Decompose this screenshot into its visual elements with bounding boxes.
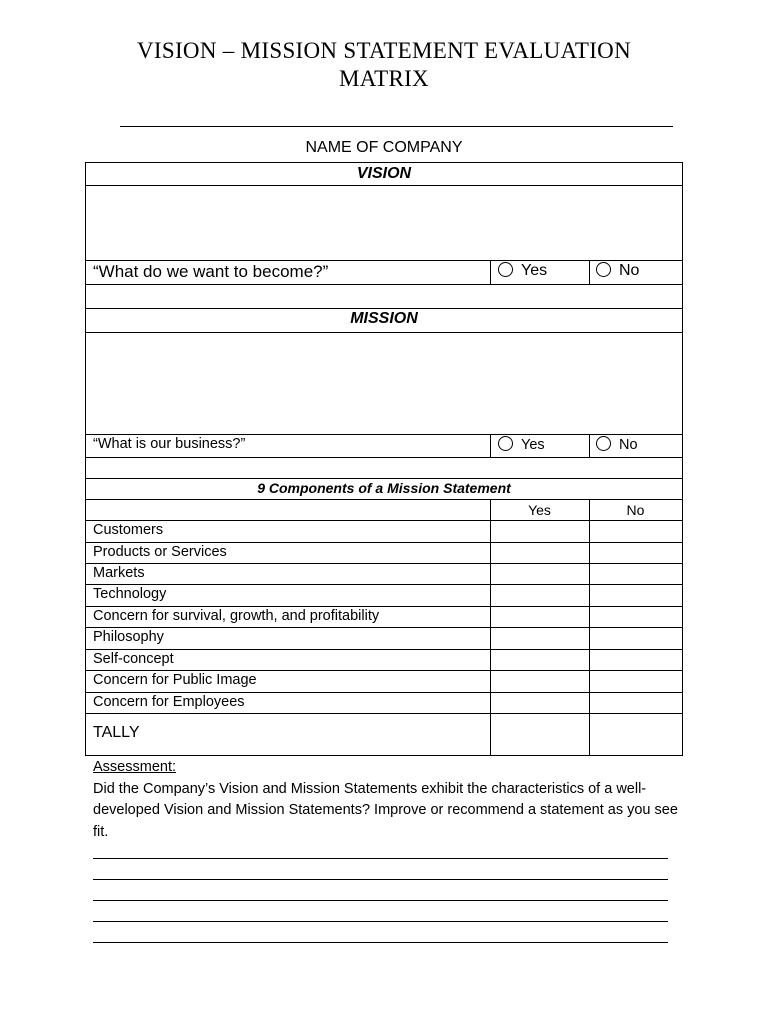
vision-statement-box[interactable] [86,186,682,260]
evaluation-matrix [85,162,683,756]
vision-yes-option[interactable] [498,262,547,280]
component-survival-growth-profitability: Concern for survival, growth, and profitability [93,608,380,624]
assessment-heading: Assessment: [93,759,176,775]
vision-heading: VISION [356,165,412,182]
vision-no-option[interactable] [596,262,639,280]
answer-line-1[interactable] [93,858,668,859]
vision-yes-radio-icon[interactable] [498,262,513,277]
answer-line-2[interactable] [93,879,668,880]
component-products-services: Products or Services [93,544,227,560]
components-col-no: No [626,502,645,518]
vision-question: “What do we want to become?” [93,262,329,281]
page-title [0,37,768,93]
title-line-1: VISION – MISSION STATEMENT EVALUATION [137,38,631,63]
company-name-label: NAME OF COMPANY [305,139,463,156]
component-employees: Concern for Employees [93,694,245,710]
mission-heading: MISSION [350,310,418,327]
mission-no-label: No [619,437,638,453]
vision-no-label: No [619,262,640,279]
component-customers: Customers [93,522,164,538]
vision-no-radio-icon[interactable] [596,262,611,277]
components-col-yes: Yes [528,502,551,518]
answer-line-3[interactable] [93,900,668,901]
answer-line-4[interactable] [93,921,668,922]
mission-yes-option[interactable] [498,436,545,453]
title-line-2: MATRIX [339,66,429,91]
assessment-question: Did the Company’s Vision and Mission Statements exhibit the characteristics of a well-developed Vision and Mission Statements? Improve or recommend a statement as you see fit. [93,780,678,840]
answer-line-5[interactable] [93,942,668,943]
mission-statement-box[interactable] [86,333,682,434]
vision-yes-label: Yes [521,262,548,279]
components-no-cells[interactable] [590,521,682,713]
components-yes-cells[interactable] [491,521,589,713]
component-self-concept: Self-concept [93,651,174,667]
mission-yes-label: Yes [521,437,545,453]
component-technology: Technology [93,586,167,602]
tally-no-cell[interactable] [590,714,682,756]
tally-label: TALLY [93,724,140,741]
component-public-image: Concern for Public Image [93,672,257,688]
mission-question: “What is our business?” [93,436,246,452]
mission-no-radio-icon[interactable] [596,436,611,451]
assessment-section [93,757,693,843]
mission-yes-radio-icon[interactable] [498,436,513,451]
component-markets: Markets [93,565,145,581]
component-philosophy: Philosophy [93,629,164,645]
company-name-field[interactable] [120,126,673,127]
mission-no-option[interactable] [596,436,638,453]
components-heading: 9 Components of a Mission Statement [257,480,511,496]
tally-yes-cell[interactable] [491,714,589,756]
